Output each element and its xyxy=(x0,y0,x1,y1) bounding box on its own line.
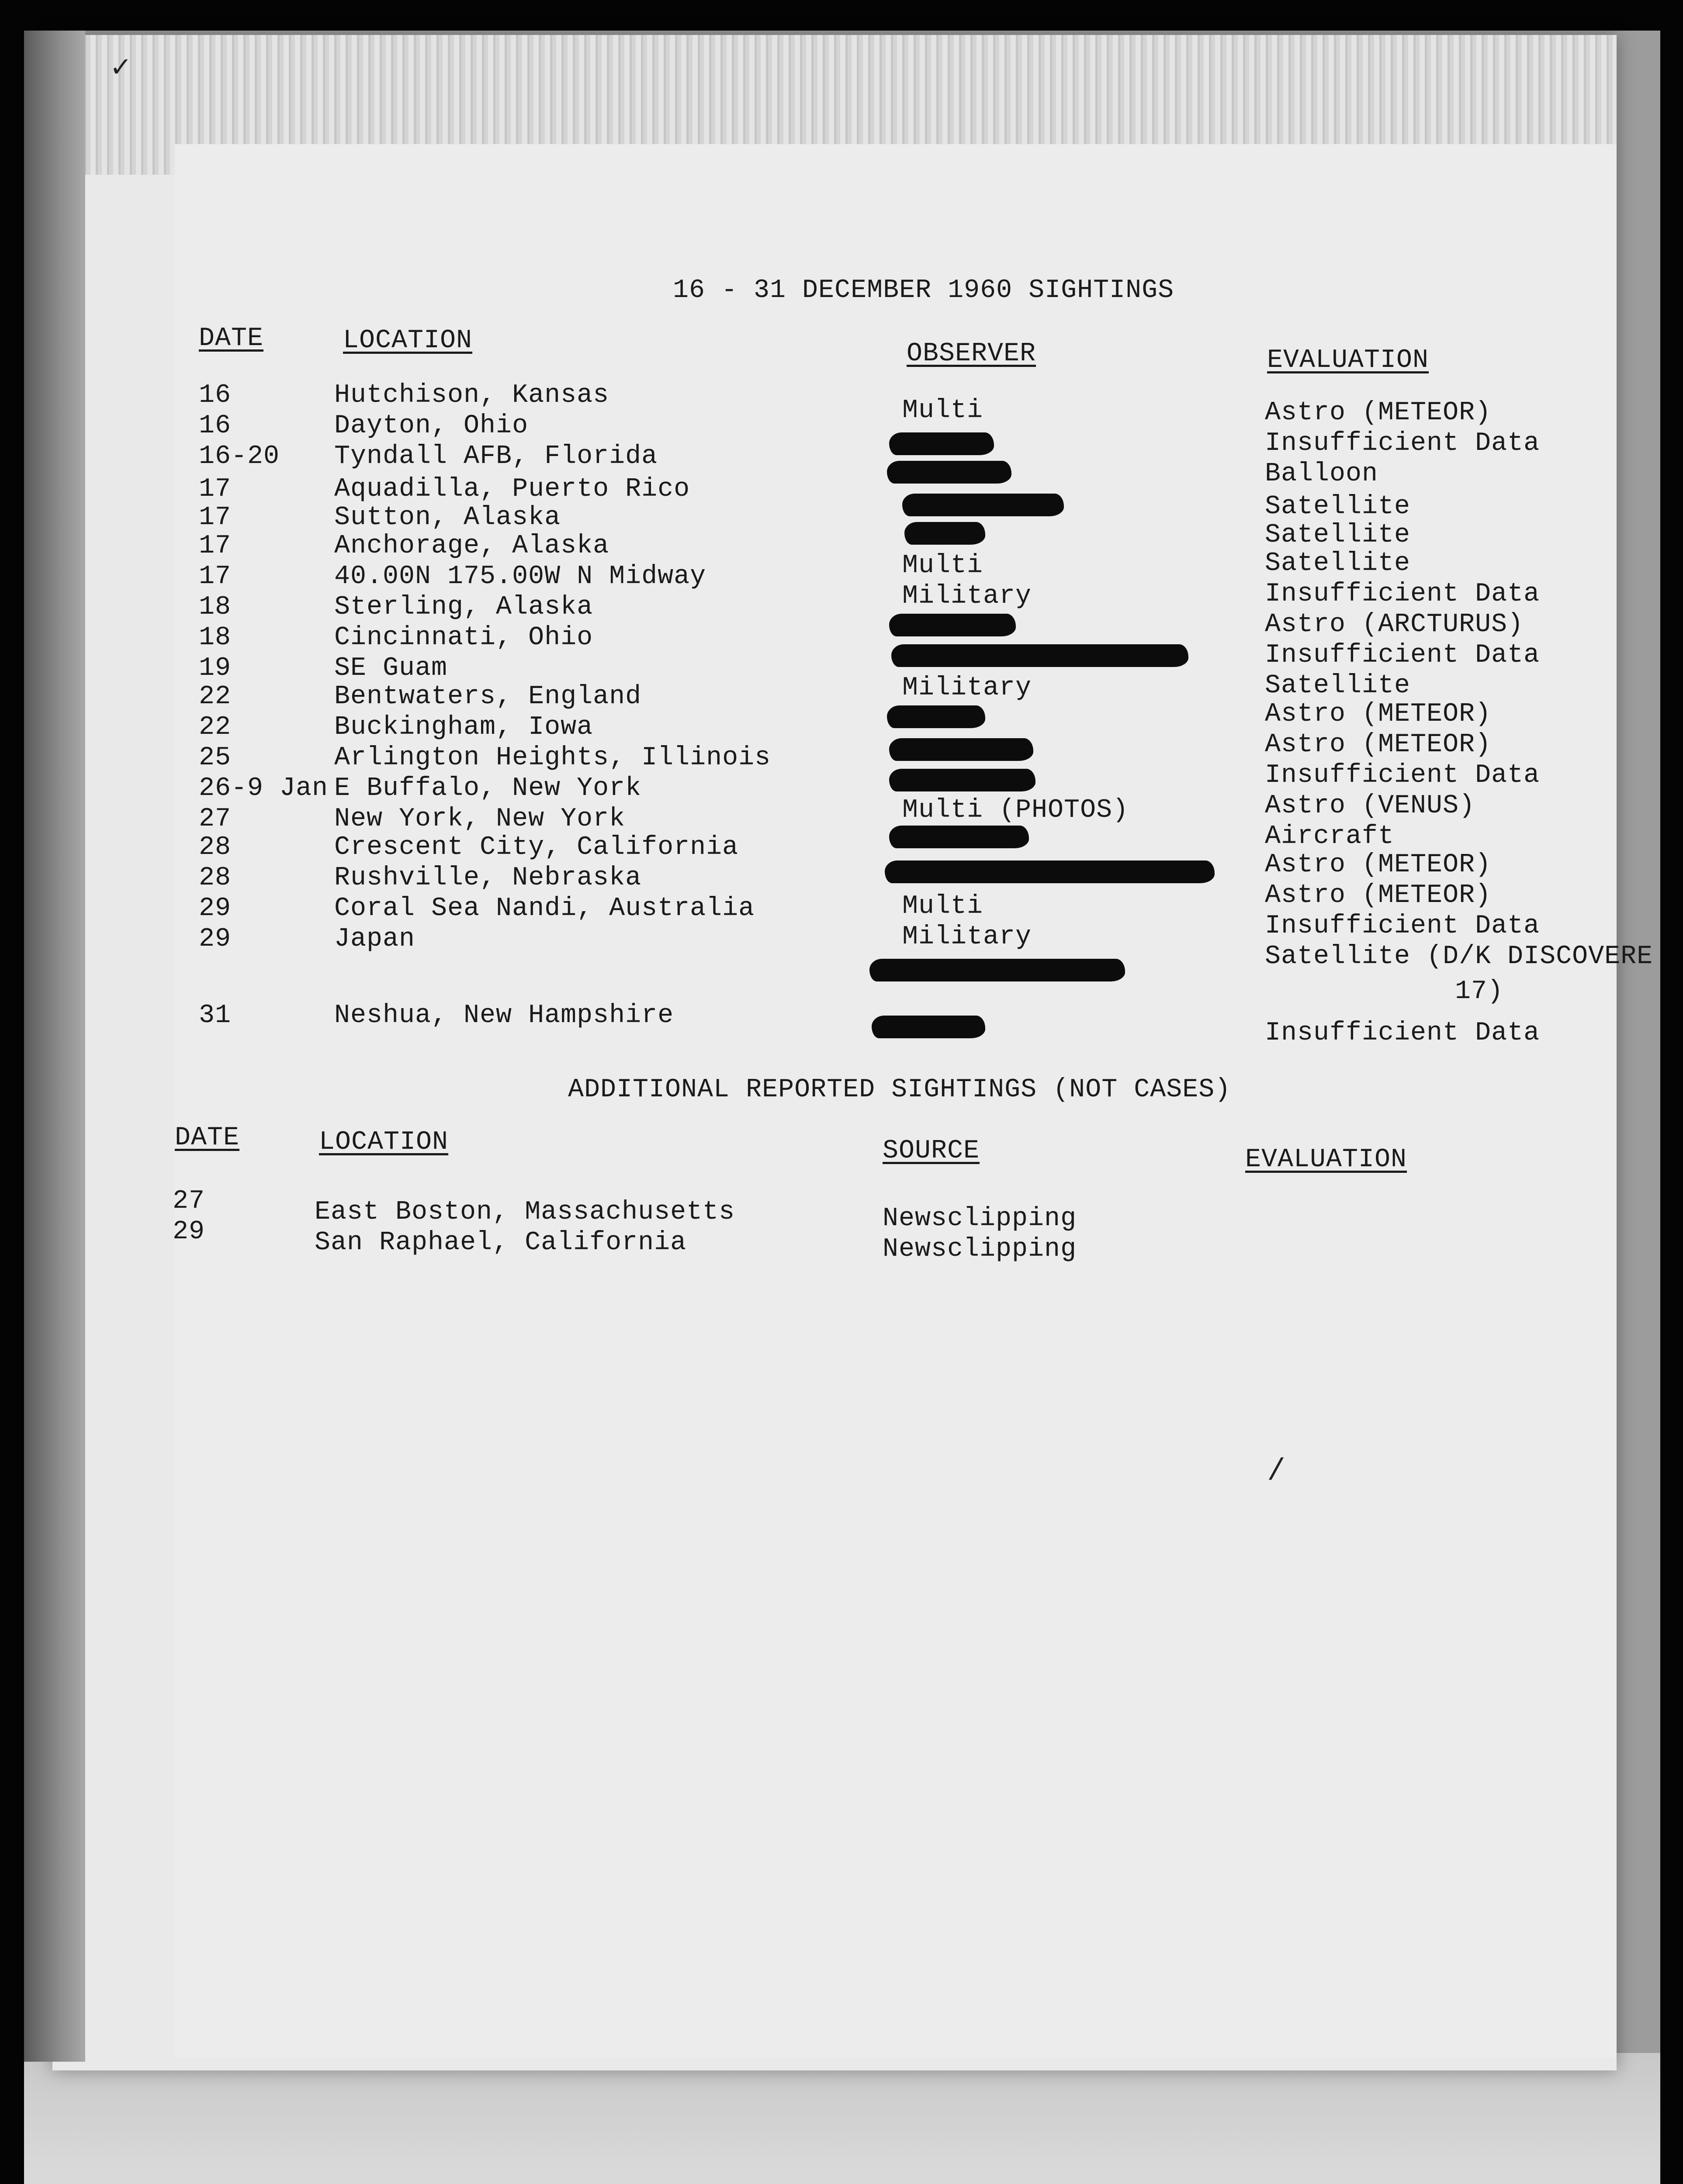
row-date: 16-20 xyxy=(199,442,280,471)
header-evaluation: EVALUATION xyxy=(1267,346,1429,375)
redaction-mark xyxy=(887,705,985,728)
row-evaluation: Balloon xyxy=(1265,459,1378,489)
additional-title: ADDITIONAL REPORTED SIGHTINGS (NOT CASES) xyxy=(568,1075,1231,1105)
row-date: 27 xyxy=(199,804,232,834)
redaction-mark xyxy=(889,432,994,455)
row-location: Sutton, Alaska xyxy=(334,503,561,532)
row-location: Crescent City, California xyxy=(334,833,739,862)
row-date: 16 xyxy=(199,380,232,410)
row-location: Bentwaters, England xyxy=(334,682,642,712)
row-evaluation: Astro (METEOR) xyxy=(1265,881,1492,910)
row-observer: Multi xyxy=(902,551,983,581)
row-evaluation: Astro (ARCTURUS) xyxy=(1265,610,1524,639)
redaction-mark xyxy=(891,644,1188,667)
row-location: Coral Sea Nandi, Australia xyxy=(334,894,755,923)
row-evaluation: Astro (VENUS) xyxy=(1265,791,1475,821)
row-location: Anchorage, Alaska xyxy=(334,531,609,561)
row-evaluation: Satellite xyxy=(1265,520,1411,550)
row-date: 25 xyxy=(199,743,232,773)
redaction-mark xyxy=(889,738,1033,761)
row-evaluation: Astro (METEOR) xyxy=(1265,730,1492,760)
row-date: 18 xyxy=(199,592,232,622)
redaction-mark xyxy=(887,461,1011,484)
row-location: E Buffalo, New York xyxy=(334,774,642,803)
row-date: 26-9 Jan xyxy=(199,774,329,803)
header-date: DATE xyxy=(199,324,264,353)
header-location: LOCATION xyxy=(343,326,473,356)
row-location: Arlington Heights, Illinois xyxy=(334,743,771,773)
row-evaluation: Insufficient Data xyxy=(1265,911,1540,941)
row-date: 22 xyxy=(199,682,232,712)
corner-check-mark: ✓ xyxy=(111,52,130,86)
row-location: San Raphael, California xyxy=(315,1228,687,1258)
row-date: 17 xyxy=(199,531,232,561)
row-evaluation: Satellite xyxy=(1265,549,1411,578)
row-evaluation: Insufficient Data xyxy=(1265,429,1540,458)
redaction-mark xyxy=(889,769,1035,791)
row-date: 28 xyxy=(199,833,232,862)
row-date: 29 xyxy=(199,894,232,923)
redaction-mark xyxy=(872,1016,985,1038)
row-observer: Military xyxy=(902,581,1032,611)
row-location: East Boston, Massachusetts xyxy=(315,1197,735,1227)
row-evaluation: Astro (METEOR) xyxy=(1265,699,1492,729)
row-evaluation: Satellite xyxy=(1265,671,1411,701)
row-location: Buckingham, Iowa xyxy=(334,712,593,742)
row-observer: Military xyxy=(902,673,1032,703)
additional-header-date: DATE xyxy=(175,1123,240,1153)
row-evaluation: 17) xyxy=(1455,977,1504,1006)
row-date: 16 xyxy=(199,411,232,441)
row-evaluation: Satellite xyxy=(1265,492,1411,522)
row-location: New York, New York xyxy=(334,804,626,834)
row-location: 40.00N 175.00W N Midway xyxy=(334,562,706,591)
row-location: Hutchison, Kansas xyxy=(334,380,609,410)
row-location: Sterling, Alaska xyxy=(334,592,593,622)
redaction-mark xyxy=(904,522,985,545)
row-observer: Multi xyxy=(902,396,983,425)
row-evaluation: Aircraft xyxy=(1265,822,1395,851)
row-evaluation: Insufficient Data xyxy=(1265,579,1540,609)
row-location: Japan xyxy=(334,924,416,954)
row-date: 27 xyxy=(173,1186,205,1216)
pen-mark: / xyxy=(1267,1455,1286,1489)
row-observer: Multi xyxy=(902,892,983,921)
row-date: 17 xyxy=(199,562,232,591)
row-location: Cincinnati, Ohio xyxy=(334,623,593,653)
redaction-mark xyxy=(889,826,1029,848)
row-evaluation: Satellite (D/K DISCOVERE xyxy=(1265,942,1653,971)
redaction-mark xyxy=(885,860,1215,883)
additional-header-evaluation: EVALUATION xyxy=(1245,1145,1407,1175)
redaction-mark xyxy=(869,959,1125,981)
row-date: 29 xyxy=(199,924,232,954)
additional-header-location: LOCATION xyxy=(319,1127,449,1157)
redaction-mark xyxy=(902,494,1064,516)
page-title: 16 - 31 DECEMBER 1960 SIGHTINGS xyxy=(673,276,1174,305)
row-date: 17 xyxy=(199,503,232,532)
row-evaluation: Insufficient Data xyxy=(1265,640,1540,670)
redaction-mark xyxy=(889,614,1016,636)
row-date: 17 xyxy=(199,474,232,504)
row-location: Neshua, New Hampshire xyxy=(334,1001,674,1030)
row-evaluation: Insufficient Data xyxy=(1265,760,1540,790)
row-source: Newsclipping xyxy=(883,1204,1077,1234)
header-observer: OBSERVER xyxy=(907,339,1036,369)
row-location: Tyndall AFB, Florida xyxy=(334,442,658,471)
row-source: Newsclipping xyxy=(883,1234,1077,1264)
row-location: Aquadilla, Puerto Rico xyxy=(334,474,690,504)
row-location: Rushville, Nebraska xyxy=(334,863,642,893)
row-location: SE Guam xyxy=(334,653,448,683)
row-date: 28 xyxy=(199,863,232,893)
row-evaluation: Astro (METEOR) xyxy=(1265,398,1492,428)
row-date: 31 xyxy=(199,1001,232,1030)
additional-header-source: SOURCE xyxy=(883,1136,980,1166)
row-date: 18 xyxy=(199,623,232,653)
row-date: 29 xyxy=(173,1217,205,1247)
row-evaluation: Insufficient Data xyxy=(1265,1018,1540,1048)
row-observer: Multi (PHOTOS) xyxy=(902,795,1129,825)
row-location: Dayton, Ohio xyxy=(334,411,529,441)
film-left-edge-shadow xyxy=(24,31,85,2062)
row-date: 19 xyxy=(199,653,232,683)
film-lower-band xyxy=(24,2053,1660,2184)
row-date: 22 xyxy=(199,712,232,742)
row-observer: Military xyxy=(902,922,1032,952)
row-evaluation: Astro (METEOR) xyxy=(1265,850,1492,880)
